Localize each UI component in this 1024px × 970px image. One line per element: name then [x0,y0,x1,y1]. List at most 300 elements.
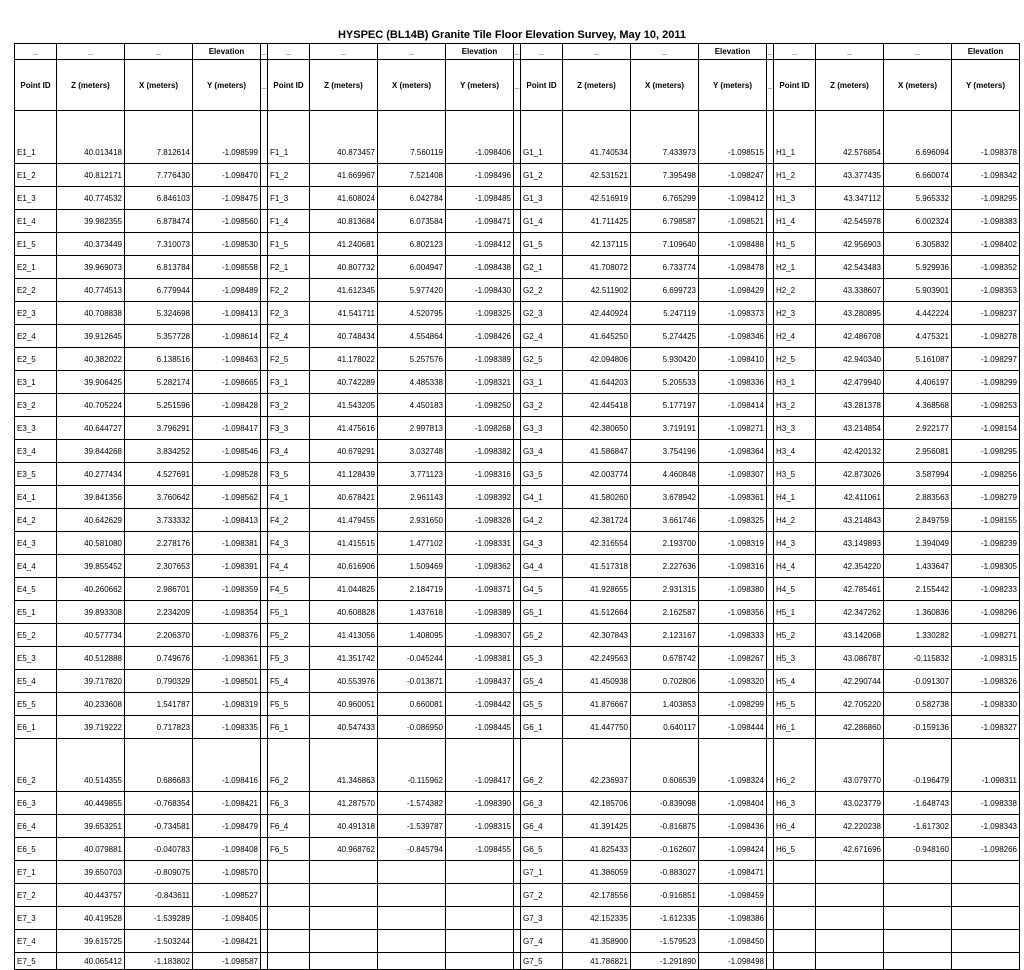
cell-h-point-id: H3_1 [774,371,816,394]
cell-f-z: 41.413056 [310,624,378,647]
cell-h-z: 42.543483 [816,256,884,279]
column-gap: _ [767,44,774,60]
cell-f-z: 40.616906 [310,555,378,578]
column-gap [261,601,268,624]
cell-h-y: -1.098378 [952,111,1020,164]
cell-e-y: -1.098413 [193,302,261,325]
cell-g-x: 6.798587 [631,210,699,233]
group-header-blank: _ [125,44,193,60]
cell-h-point-id [774,907,816,930]
cell-f-point-id: F2_2 [268,279,310,302]
column-gap [261,325,268,348]
cell-g-point-id: G5_4 [521,670,563,693]
cell-f-point-id: F1_4 [268,210,310,233]
table-row [15,279,1020,302]
cell-g-x: 3.719191 [631,417,699,440]
cell-e-point-id: E7_5 [15,953,57,970]
cell-h-x: 1.433647 [884,555,952,578]
table-row [15,302,1020,325]
column-header-x: X (meters) [378,60,446,111]
cell-f-x: -0.115962 [378,739,446,792]
column-gap [514,509,521,532]
cell-h-y: -1.098343 [952,815,1020,838]
cell-e-z: 39.969073 [57,256,125,279]
cell-g-z: 42.178556 [563,884,631,907]
cell-h-y: -1.098352 [952,256,1020,279]
table-row [15,884,1020,907]
cell-h-point-id: H6_3 [774,792,816,815]
table-row [15,670,1020,693]
group-header-blank: _ [15,44,57,60]
column-gap [261,302,268,325]
cell-g-point-id: G2_1 [521,256,563,279]
cell-h-x: 6.696094 [884,111,952,164]
cell-g-y: -1.098267 [699,647,767,670]
cell-g-point-id: G4_1 [521,486,563,509]
cell-g-x: 5.274425 [631,325,699,348]
table-row [15,555,1020,578]
cell-h-y: -1.098256 [952,463,1020,486]
table-row [15,417,1020,440]
cell-h-y: -1.098296 [952,601,1020,624]
cell-g-y: -1.098333 [699,624,767,647]
column-header-x: X (meters) [884,60,952,111]
cell-h-x: 2.922177 [884,417,952,440]
cell-h-x [884,907,952,930]
column-gap [514,930,521,953]
cell-g-y: -1.098429 [699,279,767,302]
cell-h-z: 42.940340 [816,348,884,371]
cell-f-z: 40.813684 [310,210,378,233]
table-row [15,532,1020,555]
cell-g-x: 3.754196 [631,440,699,463]
cell-e-point-id: E7_2 [15,884,57,907]
cell-g-point-id: G2_5 [521,348,563,371]
cell-h-y: -1.098299 [952,371,1020,394]
cell-g-y: -1.098247 [699,164,767,187]
cell-f-point-id: F4_4 [268,555,310,578]
cell-e-z: 40.577734 [57,624,125,647]
cell-f-x: 5.977420 [378,279,446,302]
cell-f-z [310,907,378,930]
cell-f-point-id: F6_5 [268,838,310,861]
cell-e-y: -1.098359 [193,578,261,601]
cell-h-y: -1.098342 [952,164,1020,187]
table-row [15,739,1020,792]
cell-e-y: -1.098530 [193,233,261,256]
cell-f-y: -1.098437 [446,670,514,693]
cell-e-point-id: E5_5 [15,693,57,716]
cell-f-x [378,884,446,907]
cell-f-z: 41.287570 [310,792,378,815]
column-gap [514,647,521,670]
cell-g-y: -1.098515 [699,111,767,164]
cell-e-x: 6.878474 [125,210,193,233]
cell-e-x: -1.183802 [125,953,193,970]
cell-e-z: 39.893308 [57,601,125,624]
cell-h-z: 42.354220 [816,555,884,578]
cell-e-y: -1.098475 [193,187,261,210]
cell-f-point-id: F5_5 [268,693,310,716]
cell-f-z: 41.479455 [310,509,378,532]
cell-h-x: 0.582738 [884,693,952,716]
column-gap [261,670,268,693]
cell-h-z [816,884,884,907]
column-gap [261,647,268,670]
cell-f-z: 40.547433 [310,716,378,739]
cell-h-y: -1.098353 [952,279,1020,302]
cell-g-x: 6.765299 [631,187,699,210]
cell-g-point-id: G3_3 [521,417,563,440]
column-gap [514,815,521,838]
cell-g-point-id: G3_4 [521,440,563,463]
cell-h-y: -1.098279 [952,486,1020,509]
cell-f-x: -1.574382 [378,792,446,815]
cell-f-x: 6.073584 [378,210,446,233]
cell-f-y: -1.098445 [446,716,514,739]
cell-f-point-id: F3_1 [268,371,310,394]
group-header-blank: _ [310,44,378,60]
cell-f-point-id: F4_3 [268,532,310,555]
column-header-y: Y (meters) [446,60,514,111]
cell-h-y: -1.098305 [952,555,1020,578]
table-row [15,953,1020,970]
cell-h-z: 42.420132 [816,440,884,463]
cell-e-x: -0.809075 [125,861,193,884]
cell-h-z: 42.286860 [816,716,884,739]
cell-e-point-id: E3_2 [15,394,57,417]
table-row [15,509,1020,532]
column-header-y: Y (meters) [193,60,261,111]
cell-g-point-id: G7_5 [521,953,563,970]
cell-h-point-id: H3_5 [774,463,816,486]
cell-h-z: 42.785461 [816,578,884,601]
cell-h-point-id: H6_2 [774,739,816,792]
cell-e-z: 40.443757 [57,884,125,907]
cell-h-point-id: H2_4 [774,325,816,348]
cell-e-x: 5.282174 [125,371,193,394]
cell-f-y: -1.098426 [446,325,514,348]
cell-h-point-id: H5_5 [774,693,816,716]
cell-h-x: 4.475321 [884,325,952,348]
cell-g-y: -1.098436 [699,815,767,838]
column-header-point-id: Point ID [774,60,816,111]
cell-h-z: 43.142068 [816,624,884,647]
cell-f-point-id: F1_2 [268,164,310,187]
cell-e-point-id: E5_2 [15,624,57,647]
cell-e-y: -1.098361 [193,647,261,670]
cell-h-z: 42.576854 [816,111,884,164]
table-row [15,187,1020,210]
cell-e-x: -0.768354 [125,792,193,815]
cell-e-y: -1.098560 [193,210,261,233]
cell-h-point-id [774,930,816,953]
cell-f-point-id: F1_1 [268,111,310,164]
cell-g-y: -1.098450 [699,930,767,953]
cell-h-x: -1.648743 [884,792,952,815]
cell-g-z: 41.517318 [563,555,631,578]
cell-e-point-id: E7_3 [15,907,57,930]
cell-e-point-id: E7_4 [15,930,57,953]
cell-g-x: 5.930420 [631,348,699,371]
cell-e-z: 40.705224 [57,394,125,417]
cell-e-z: 39.615725 [57,930,125,953]
cell-h-y: -1.098271 [952,624,1020,647]
column-gap [767,861,774,884]
column-gap [261,555,268,578]
column-gap [514,463,521,486]
cell-e-point-id: E6_3 [15,792,57,815]
cell-g-x: -0.839098 [631,792,699,815]
page-title: HYSPEC (BL14B) Granite Tile Floor Elevation Survey, May 10, 2011 [337,29,687,41]
cell-e-z: 40.233608 [57,693,125,716]
cell-g-x: 2.931315 [631,578,699,601]
cell-e-point-id: E4_2 [15,509,57,532]
cell-h-y: -1.098278 [952,325,1020,348]
column-gap [261,815,268,838]
cell-e-y: -1.098416 [193,739,261,792]
cell-f-z: 40.960051 [310,693,378,716]
cell-e-point-id: E7_1 [15,861,57,884]
table-row [15,624,1020,647]
column-gap [514,233,521,256]
cell-e-z: 40.260662 [57,578,125,601]
table-row [15,647,1020,670]
column-gap [514,532,521,555]
cell-e-point-id: E4_5 [15,578,57,601]
cell-h-x: 4.406197 [884,371,952,394]
cell-h-z: 42.486708 [816,325,884,348]
cell-h-z: 42.671696 [816,838,884,861]
cell-h-point-id: H3_4 [774,440,816,463]
cell-e-point-id: E1_4 [15,210,57,233]
cell-f-z: 41.608024 [310,187,378,210]
cell-e-x: 0.749676 [125,647,193,670]
cell-h-x [884,861,952,884]
cell-f-z [310,953,378,970]
cell-g-point-id: G6_2 [521,739,563,792]
cell-f-y: -1.098389 [446,601,514,624]
cell-f-y: -1.098455 [446,838,514,861]
cell-g-point-id: G7_3 [521,907,563,930]
cell-h-x: 4.368568 [884,394,952,417]
table-row [15,348,1020,371]
cell-g-point-id: G6_5 [521,838,563,861]
cell-h-point-id: H2_1 [774,256,816,279]
cell-h-y [952,861,1020,884]
cell-g-y: -1.098271 [699,417,767,440]
cell-f-x: 6.042784 [378,187,446,210]
cell-g-x: 2.123167 [631,624,699,647]
cell-g-y: -1.098319 [699,532,767,555]
cell-h-x: -0.091307 [884,670,952,693]
table-row [15,792,1020,815]
cell-h-z: 43.086787 [816,647,884,670]
cell-h-y [952,953,1020,970]
cell-h-y: -1.098330 [952,693,1020,716]
column-gap [767,532,774,555]
cell-h-x: 6.002324 [884,210,952,233]
column-gap [767,256,774,279]
column-gap [261,463,268,486]
cell-e-x: 2.986701 [125,578,193,601]
cell-g-point-id: G7_1 [521,861,563,884]
cell-g-x: 5.205533 [631,371,699,394]
cell-h-x: -0.159136 [884,716,952,739]
cell-g-y: -1.098320 [699,670,767,693]
group-header-blank: _ [884,44,952,60]
cell-f-y: -1.098331 [446,532,514,555]
column-gap [514,838,521,861]
cell-e-y: -1.098463 [193,348,261,371]
cell-g-z: 41.391425 [563,815,631,838]
cell-f-z: 40.679291 [310,440,378,463]
cell-g-point-id: G5_3 [521,647,563,670]
cell-f-z: 41.178022 [310,348,378,371]
cell-g-z: 42.307843 [563,624,631,647]
cell-f-y: -1.098496 [446,164,514,187]
cell-e-z: 40.774513 [57,279,125,302]
cell-h-y: -1.098266 [952,838,1020,861]
cell-e-x: 3.733332 [125,509,193,532]
cell-e-point-id: E2_5 [15,348,57,371]
column-gap [514,953,521,970]
cell-e-y: -1.098405 [193,907,261,930]
column-gap [261,838,268,861]
cell-g-x: -1.291890 [631,953,699,970]
column-header-z: Z (meters) [57,60,125,111]
cell-e-y: -1.098479 [193,815,261,838]
cell-f-x [378,861,446,884]
cell-g-x: -1.612335 [631,907,699,930]
cell-f-point-id [268,884,310,907]
cell-e-point-id: E1_3 [15,187,57,210]
cell-g-z: 41.450938 [563,670,631,693]
cell-f-point-id: F5_3 [268,647,310,670]
cell-e-z: 39.653251 [57,815,125,838]
column-gap [767,440,774,463]
column-gap [767,647,774,670]
cell-g-point-id: G6_4 [521,815,563,838]
cell-f-x [378,953,446,970]
cell-f-z: 41.128439 [310,463,378,486]
cell-h-x: 2.155442 [884,578,952,601]
cell-g-z: 41.580260 [563,486,631,509]
cell-f-x: 4.450183 [378,394,446,417]
cell-f-y: -1.098442 [446,693,514,716]
cell-e-z: 40.642629 [57,509,125,532]
cell-e-z: 39.841356 [57,486,125,509]
cell-g-point-id: G1_5 [521,233,563,256]
group-header-elevation: Elevation [952,44,1020,60]
cell-f-x: 6.004947 [378,256,446,279]
cell-e-z: 39.719222 [57,716,125,739]
cell-g-z: 42.531521 [563,164,631,187]
column-header-y: Y (meters) [699,60,767,111]
cell-g-point-id: G1_3 [521,187,563,210]
cell-f-point-id: F2_4 [268,325,310,348]
cell-g-y: -1.098412 [699,187,767,210]
cell-f-z: 41.669967 [310,164,378,187]
table-row [15,486,1020,509]
column-gap [767,815,774,838]
cell-f-x: 4.520795 [378,302,446,325]
cell-f-point-id: F1_5 [268,233,310,256]
table-row [15,930,1020,953]
cell-g-y: -1.098373 [699,302,767,325]
group-header-elevation: Elevation [193,44,261,60]
cell-e-point-id: E6_1 [15,716,57,739]
column-gap [514,302,521,325]
cell-h-x: 3.587994 [884,463,952,486]
cell-e-x: 4.527691 [125,463,193,486]
cell-h-z [816,930,884,953]
cell-g-point-id: G4_4 [521,555,563,578]
cell-g-y: -1.098325 [699,509,767,532]
cell-e-x: -1.503244 [125,930,193,953]
cell-f-z: 41.475616 [310,417,378,440]
cell-g-x: 2.227636 [631,555,699,578]
cell-h-x: 5.929936 [884,256,952,279]
cell-f-x: 3.032748 [378,440,446,463]
cell-h-z: 43.079770 [816,739,884,792]
cell-f-y: -1.098325 [446,302,514,325]
column-gap: _ [514,44,521,60]
cell-h-point-id [774,884,816,907]
cell-e-point-id: E4_4 [15,555,57,578]
cell-f-y: -1.098485 [446,187,514,210]
cell-g-z: 41.740534 [563,111,631,164]
cell-h-point-id: H5_3 [774,647,816,670]
table-row [15,394,1020,417]
column-gap [514,486,521,509]
cell-h-y: -1.098297 [952,348,1020,371]
cell-f-y: -1.098406 [446,111,514,164]
column-gap [767,716,774,739]
cell-h-y: -1.098327 [952,716,1020,739]
cell-g-x: 0.702806 [631,670,699,693]
cell-f-point-id: F6_1 [268,716,310,739]
cell-h-y: -1.098154 [952,417,1020,440]
cell-f-y: -1.098321 [446,371,514,394]
cell-h-x: 1.360836 [884,601,952,624]
cell-g-y: -1.098316 [699,555,767,578]
column-gap [514,884,521,907]
cell-e-y: -1.098408 [193,838,261,861]
column-gap [514,111,521,164]
group-header-blank: _ [268,44,310,60]
cell-e-point-id: E1_2 [15,164,57,187]
cell-f-y [446,861,514,884]
column-header-z: Z (meters) [310,60,378,111]
column-gap [514,256,521,279]
column-gap [514,670,521,693]
cell-f-z: 40.742289 [310,371,378,394]
column-gap [514,187,521,210]
cell-f-point-id: F5_4 [268,670,310,693]
cell-e-x: 7.776430 [125,164,193,187]
cell-e-z: 40.812171 [57,164,125,187]
cell-f-z: 41.541711 [310,302,378,325]
column-gap [767,670,774,693]
cell-g-x: 2.193700 [631,532,699,555]
cell-f-z: 40.608828 [310,601,378,624]
group-header-row [15,44,1020,60]
column-gap [767,210,774,233]
cell-g-y: -1.098410 [699,348,767,371]
cell-h-x: -0.196479 [884,739,952,792]
cell-e-z: 40.644727 [57,417,125,440]
